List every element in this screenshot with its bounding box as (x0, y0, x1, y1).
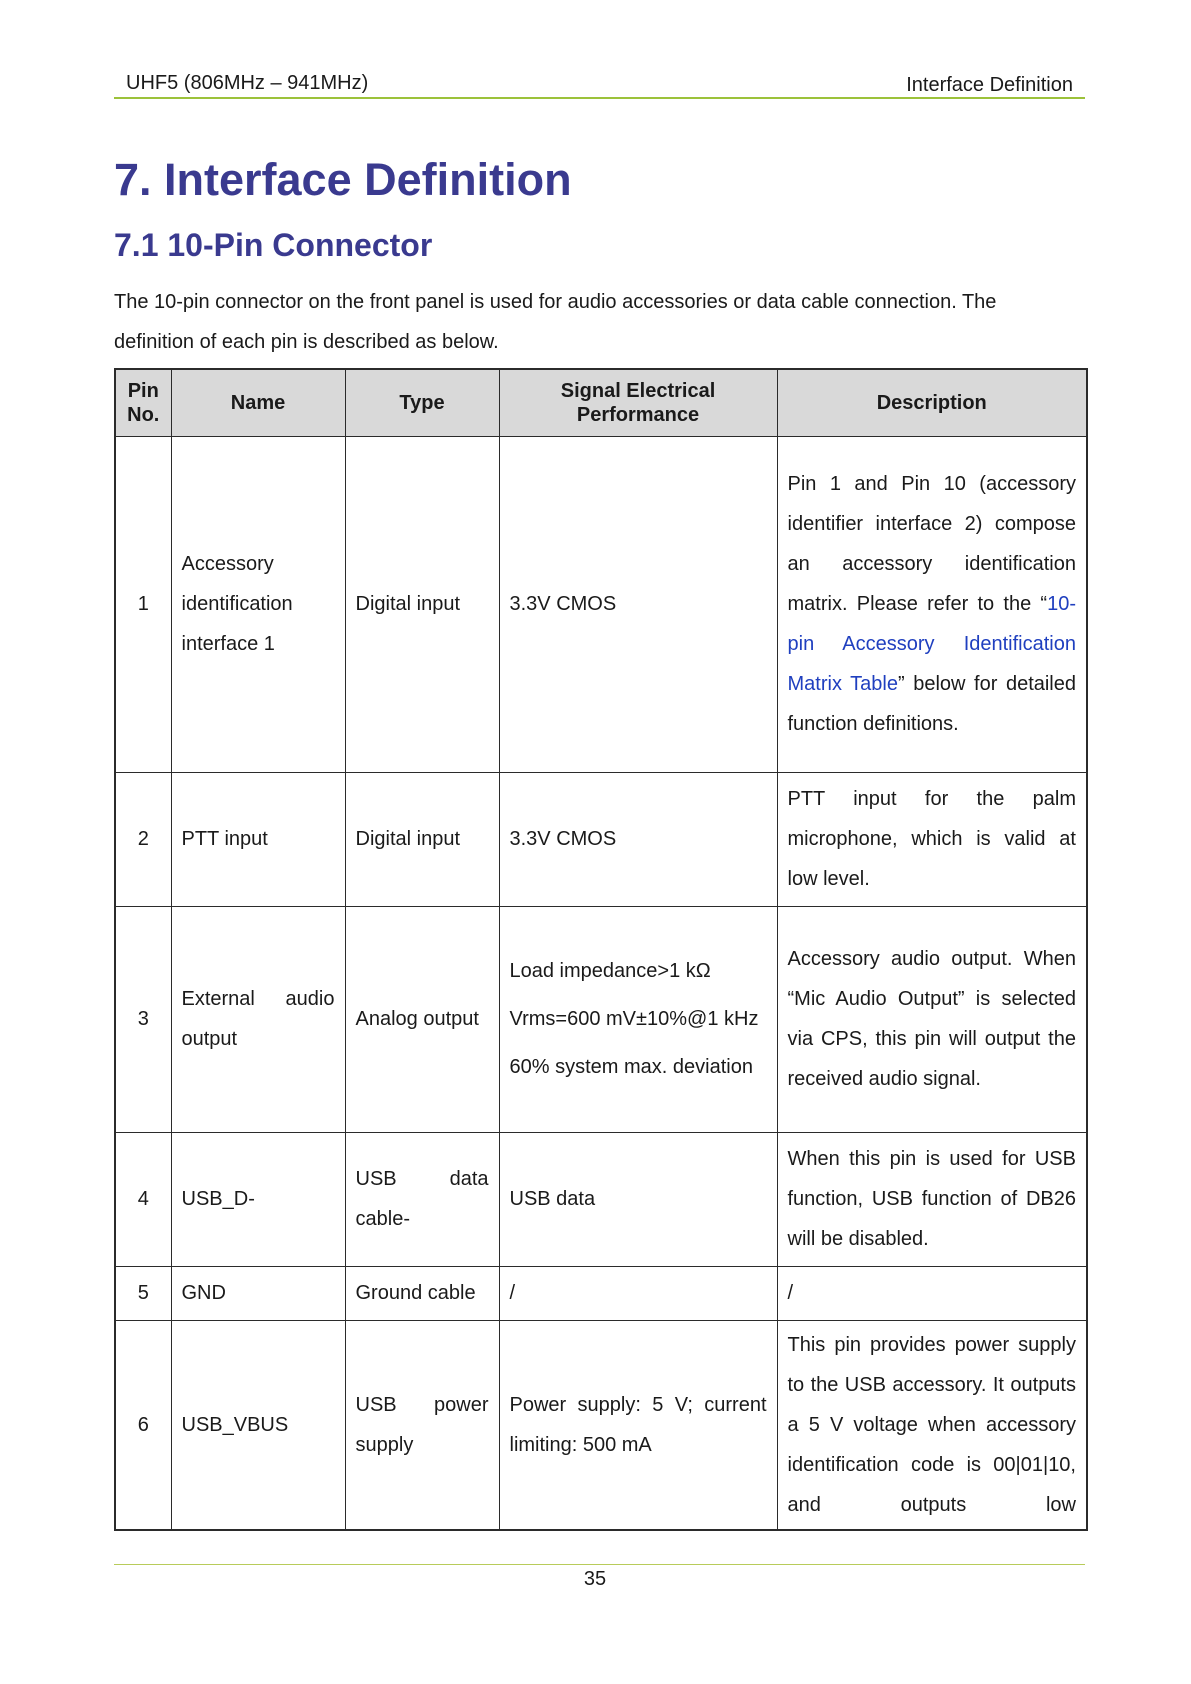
cell-signal: 3.3V CMOS (499, 772, 777, 906)
cell-signal: / (499, 1266, 777, 1320)
cell-name: External audio output (171, 906, 345, 1132)
table-row (115, 772, 1087, 906)
column-header-signal: Signal Electrical Performance (499, 369, 777, 436)
table-row (115, 436, 1087, 772)
signal-line: 60% system max. deviation (509, 1056, 753, 1078)
cell-description: / (777, 1266, 1087, 1320)
table-row (115, 906, 1087, 1132)
cell-pin: 3 (115, 906, 171, 1132)
table-row (115, 1266, 1087, 1320)
cell-description: When this pin is used for USB function, USB function of DB26 will be disabled. (777, 1132, 1087, 1266)
description-text: ” below for detailed function definitions. (787, 673, 1076, 735)
header-chapter-title: Interface Definition (906, 74, 1073, 96)
cell-name: USB_VBUS (171, 1320, 345, 1530)
description-text: Pin 1 and Pin 10 (accessory identifier interface 2) compose an accessory identification matrix. Please refer to the “ (787, 473, 1076, 615)
cell-signal (499, 906, 777, 1132)
cell-type: Ground cable (345, 1266, 499, 1320)
section-heading: 7.1 10-Pin Connector (114, 227, 433, 263)
table-row (115, 1132, 1087, 1266)
cell-pin: 2 (115, 772, 171, 906)
pin-definition-table (114, 368, 1088, 1531)
cell-type: USB data cable- (345, 1132, 499, 1266)
cell-name: PTT input (171, 772, 345, 906)
cell-name: GND (171, 1266, 345, 1320)
header-product-title: UHF5 (806MHz – 941MHz) (126, 72, 369, 94)
cell-pin: 1 (115, 436, 171, 772)
page-header (114, 70, 1085, 98)
intro-text: The 10-pin connector on the front panel is used for audio accessories or data cable connection. The definition of each pin is described as below. (114, 291, 997, 353)
cell-description (777, 436, 1087, 772)
column-header-name: Name (171, 369, 345, 436)
cell-description: This pin provides power supply to the USB accessory. It outputs a 5 V voltage when accessory identification code is 00|01|10, and outputs low (777, 1320, 1087, 1530)
footer-divider (114, 1564, 1085, 1565)
signal-line: Load impedance>1 kΩ (509, 960, 711, 982)
cell-name: USB_D- (171, 1132, 345, 1266)
cell-description: Accessory audio output. When “Mic Audio Output” is selected via CPS, this pin will output the received audio signal. (777, 906, 1087, 1132)
page-number: 35 (583, 1568, 607, 1590)
signal-line: Vrms=600 mV±10%@1 kHz (509, 1008, 759, 1030)
cell-type: Digital input (345, 772, 499, 906)
intro-paragraph (114, 282, 1074, 362)
table-header-row (115, 369, 1087, 436)
chapter-heading: 7. Interface Definition (114, 154, 572, 205)
header-divider (114, 97, 1085, 99)
column-header-description: Description (777, 369, 1087, 436)
cell-name: Accessory identification interface 1 (171, 436, 345, 772)
cell-signal: Power supply: 5 V; current limiting: 500 mA (499, 1320, 777, 1530)
cell-type: Analog output (345, 906, 499, 1132)
column-header-type: Type (345, 369, 499, 436)
cell-signal: USB data (499, 1132, 777, 1266)
cell-pin: 6 (115, 1320, 171, 1530)
column-header-pin-no: Pin No. (115, 369, 171, 436)
cell-signal: 3.3V CMOS (499, 436, 777, 772)
cell-pin: 5 (115, 1266, 171, 1320)
table-row (115, 1320, 1087, 1530)
cell-type: USB power supply (345, 1320, 499, 1530)
cell-description: PTT input for the palm microphone, which is valid at low level. (777, 772, 1087, 906)
cell-type: Digital input (345, 436, 499, 772)
matrix-table-link[interactable]: 10-pin Accessory Identification Matrix Table (787, 593, 1076, 695)
cell-pin: 4 (115, 1132, 171, 1266)
